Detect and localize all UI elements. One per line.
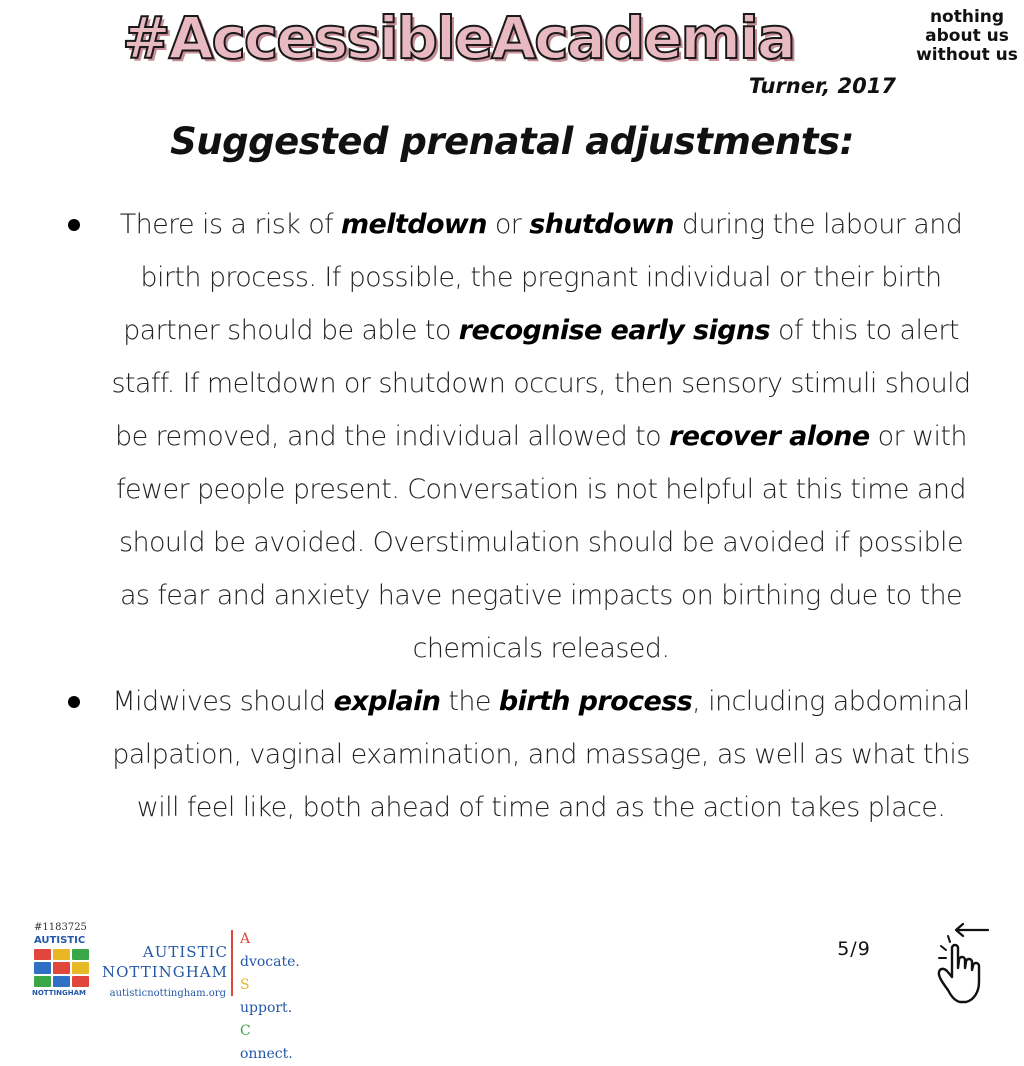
bullet-emphasis: shutdown <box>529 209 674 240</box>
divider <box>231 930 233 996</box>
bullet-emphasis: recover alone <box>669 421 870 452</box>
tagline-line <box>240 1020 300 1066</box>
bullet-segment: during the labour and birth process. If possible, the pregnant individual or their birth partner should be able to <box>123 209 963 346</box>
swipe-left-icon[interactable] <box>930 920 1000 1010</box>
tagline-line <box>240 974 300 1020</box>
page-title: #AccessibleAcademia <box>122 4 794 72</box>
bullet-emphasis: explain <box>333 686 441 717</box>
tagline-initial: S <box>240 977 250 993</box>
logo-square <box>72 976 89 987</box>
logo-square <box>34 962 51 973</box>
logo-square <box>53 976 70 987</box>
org-name <box>92 942 228 982</box>
bullet-text <box>111 209 970 664</box>
bullet-segment: or with fewer people present. Conversation is not helpful at this time and should be avoided. Overstimulation should be avoided if possible as fear and anxiety have negative impacts on birthing due to the chemicals released. <box>116 421 967 664</box>
logo-square <box>53 962 70 973</box>
page-counter: 5/9 <box>837 938 871 960</box>
logo-wordmark-bottom: NOTTINGHAM <box>32 989 86 997</box>
logo-square <box>34 949 51 960</box>
bullet-icon <box>68 696 80 708</box>
bullet-icon <box>68 219 80 231</box>
motto <box>912 8 1022 65</box>
bullet-segment: There is a risk of <box>119 209 342 240</box>
pointing-hand-icon <box>930 920 1000 1010</box>
bullet-emphasis: meltdown <box>341 209 487 240</box>
bullet-list <box>60 198 980 834</box>
org-website: autisticnottingham.org <box>109 988 226 999</box>
section-heading: Suggested prenatal adjustments: <box>170 120 854 163</box>
tagline-initial: C <box>240 1023 251 1039</box>
tagline-initial: A <box>240 931 251 947</box>
bullet-segment: Midwives should <box>112 686 334 717</box>
bullet-emphasis: recognise early signs <box>458 315 770 346</box>
logo-grid-icon <box>34 949 89 987</box>
motto-line: about us <box>925 26 1009 46</box>
bullet-segment: the <box>440 686 499 717</box>
motto-line: without us <box>916 45 1018 65</box>
bullet-text <box>112 686 969 823</box>
bullet-item <box>60 675 980 834</box>
org-name-line: AUTISTIC <box>142 943 228 961</box>
bullet-segment: or <box>486 209 530 240</box>
tagline-rest: dvocate. <box>240 954 300 970</box>
registration-number: #1183725 <box>34 922 87 933</box>
org-name-line: NOTTINGHAM <box>101 963 228 981</box>
motto-line: nothing <box>929 7 1005 27</box>
logo-square <box>53 949 70 960</box>
citation: Turner, 2017 <box>748 74 896 98</box>
bullet-emphasis: birth process <box>498 686 693 717</box>
bullet-segment: , including abdominal palpation, vaginal examination, and massage, as well as what this will feel like, both ahead of time and as the action takes place. <box>112 686 970 823</box>
tagline-rest: upport. <box>240 1000 293 1016</box>
logo-square <box>34 976 51 987</box>
tagline-rest: onnect. <box>240 1046 293 1062</box>
logo-wordmark-top: AUTISTIC <box>34 935 86 946</box>
bullet-item <box>60 198 980 675</box>
logo-square <box>72 962 89 973</box>
bullet-segment: of this to alert staff. If meltdown or shutdown occurs, then sensory stimuli should be removed, and the individual allowed to <box>111 315 971 452</box>
org-tagline <box>240 928 300 1066</box>
tagline-line <box>240 928 300 974</box>
logo-square <box>72 949 89 960</box>
autistic-nottingham-logo <box>30 922 330 1062</box>
